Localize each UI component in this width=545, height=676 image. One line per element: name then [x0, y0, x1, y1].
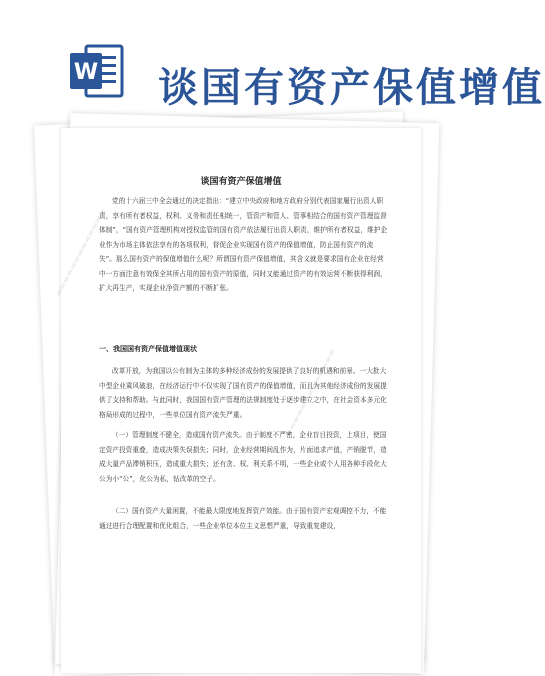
- watermark-decoration: ▬▬▬▬▬▬▬▬▬▬▬▬▬: [283, 347, 338, 438]
- intro-paragraph: [99, 194, 389, 296]
- watermark-decoration: ▬▬▬▬▬▬▬▬▬▬▬▬▬: [53, 207, 108, 298]
- word-logo-letter: W: [73, 60, 99, 85]
- paragraph-text: （一）管理制度不健全，造成国有资产流失。由于制度不严密，企业盲目投资，上项目，使国定资产投资重叠，造成决策失误损失；同时，企业经营期间乱作为，片面追求产值，产销脱节，造成大量产品滞销积压，造成重大损失；还有贪、权、利关系不明，一些企业或个人用各种手段化大公为小“公”，化公为私，钻改革的空子。: [99, 431, 387, 483]
- document-page: [53, 128, 421, 673]
- document-stack: [55, 118, 424, 669]
- section-paragraph: [99, 364, 389, 422]
- section-paragraph: [99, 428, 389, 486]
- section-heading: 一、我国国有资产保值增值现状: [99, 345, 197, 353]
- paragraph-text: 改革开放，为我国以公有制为主体的多种经济成份的发展提供了良好的机遇和前景。一大批大中型企业乘风破浪，在经济运行中不仅实现了国有资产的保值增值，而且为其他经济成份的发展提供了支持和帮助。与此同时，我国国有资产管理的法规制度处于逐步建立之中，在社会资本多元化格局形成的过程中，一些单位国有资产流失严重。: [99, 367, 387, 419]
- banner: [0, 0, 545, 124]
- banner-title: 谈国有资产保值增值: [158, 65, 545, 111]
- word-document-icon: [66, 40, 128, 102]
- paragraph-text: 党的十六届三中全会通过的决定指出：“建立中央政府和地方政府分别代表国家履行出资人职责，享有所有者权益，权利、义务和责任相统一，管资产和管人、管事相结合的国有资产管理监督体制”，“国有资产管理机构对授权监管的国有资产依法履行出资人职责，维护所有者权益，维护企业作为市场主体依法享有的各项权利，督促企业实现国有资产的保值增值，防止国有资产的流失”。那么国有资产的保值增值什么呢？所谓国有资产保值增值，其含义就是要求国有企业在经营中一方面注意有效保全其所占用的国有资产的原值，同时又能通过资产的有效运营不断获得利润，扩大再生产，实现企业净资产额的不断扩张。: [99, 197, 388, 292]
- document-title: 谈国有资产保值增值: [200, 177, 282, 187]
- section-paragraph: [99, 504, 389, 533]
- paragraph-text: （二）国有资产大量闲置，不能最大限度地发挥资产效能。由于国有资产宏观调控不力，不能通过进行合理配置和优化组合，一些企业单位本位主义思想严重，导致重复建设，: [99, 507, 387, 530]
